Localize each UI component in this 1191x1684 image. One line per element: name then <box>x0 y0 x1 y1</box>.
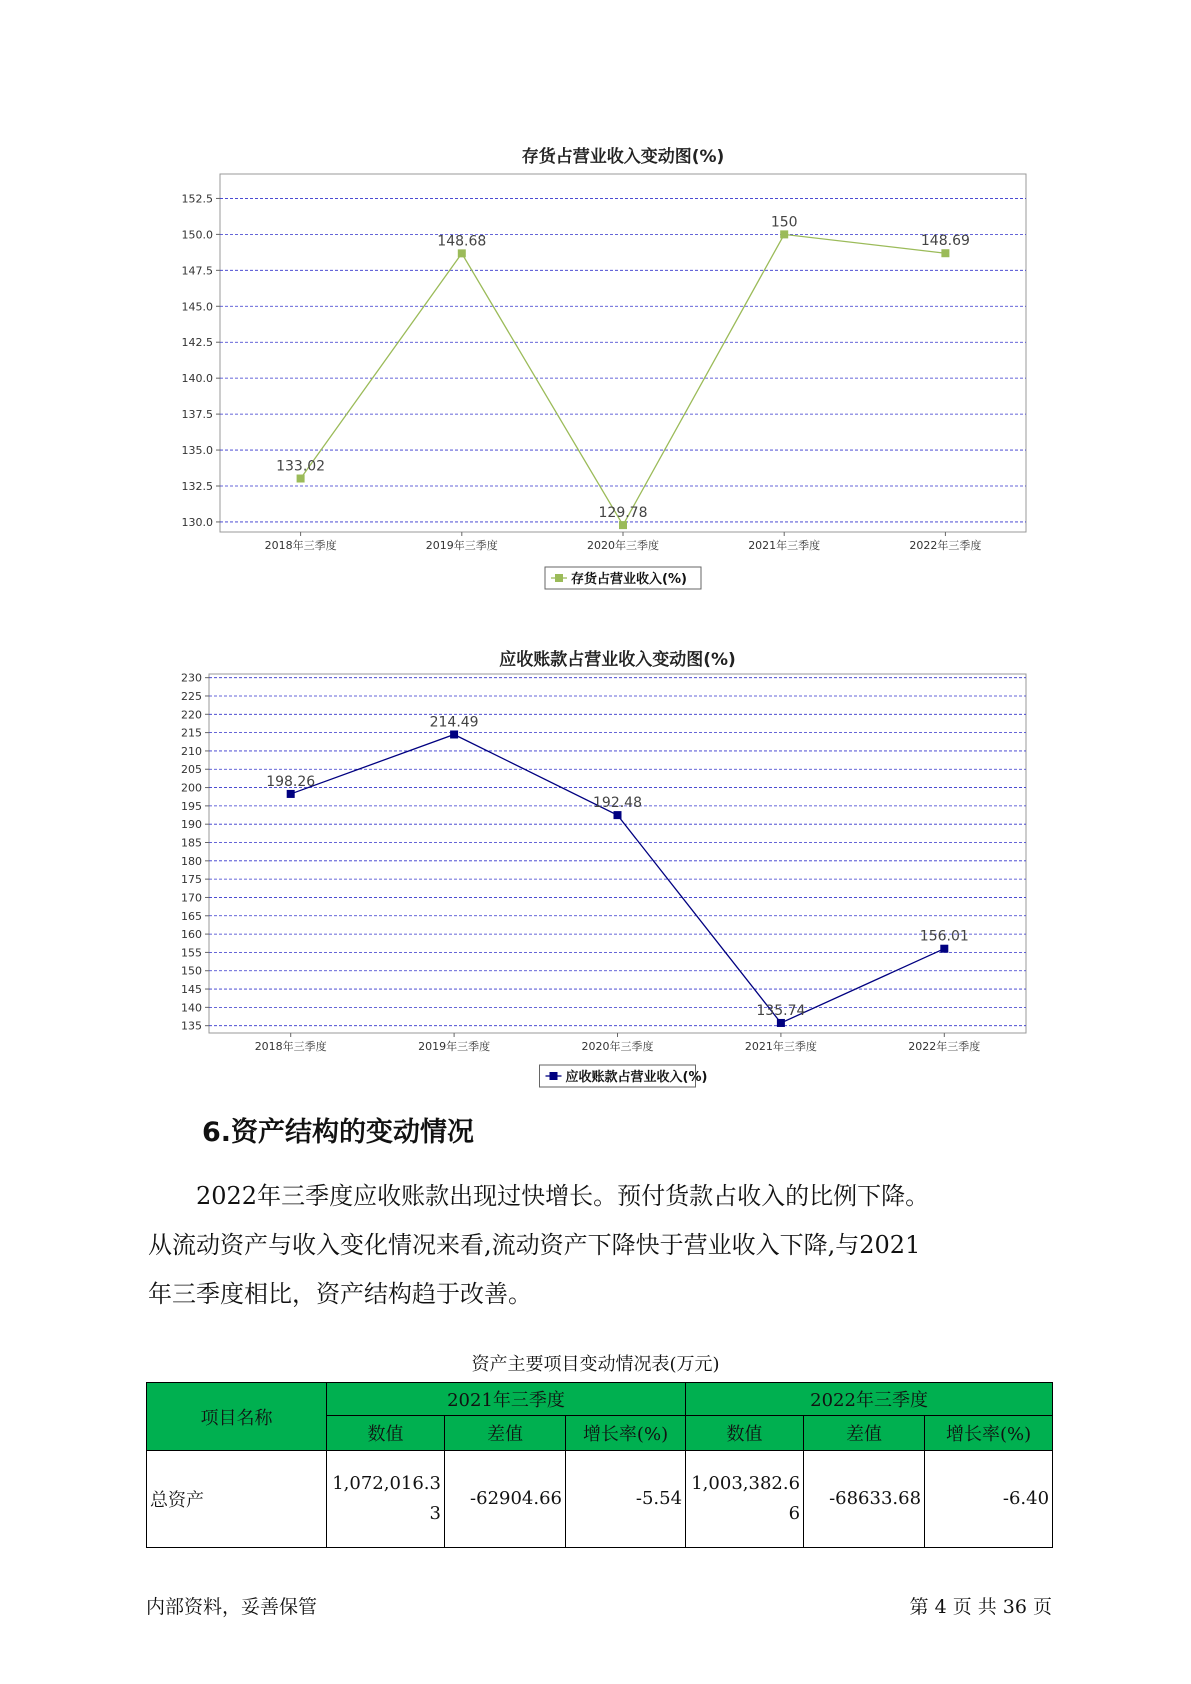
analysis-paragraph <box>148 1172 1058 1319</box>
data-point <box>780 230 788 238</box>
y-tick-label: 175 <box>181 873 202 887</box>
y-tick-label: 185 <box>181 836 202 850</box>
y-tick-label: 180 <box>181 854 202 868</box>
x-tick-label: 2019年三季度 <box>418 1040 491 1053</box>
data-label: 148.69 <box>920 233 970 250</box>
row-value-2022: 1,003,382.66 <box>686 1451 804 1548</box>
paragraph-line-3: 年三季度相比，资产结构趋于改善。 <box>148 1280 532 1308</box>
header-item-name: 项目名称 <box>147 1383 327 1451</box>
y-tick-label: 152.5 <box>181 192 213 206</box>
header-diff-2022: 差值 <box>804 1416 925 1451</box>
x-tick-label: 2019年三季度 <box>425 539 498 552</box>
data-point <box>458 249 466 257</box>
row-diff-2021: -62904.66 <box>445 1451 566 1548</box>
header-group-2021: 2021年三季度 <box>327 1383 686 1416</box>
y-tick-label: 190 <box>181 818 202 832</box>
y-tick-label: 135 <box>181 1019 202 1033</box>
header-value-2022: 数值 <box>686 1416 804 1451</box>
header-diff-2021: 差值 <box>445 1416 566 1451</box>
y-tick-label: 195 <box>181 799 202 813</box>
row-value-2021: 1,072,016.33 <box>327 1451 445 1548</box>
data-point <box>941 249 949 257</box>
data-point <box>940 945 948 953</box>
row-rate-2022: -6.40 <box>925 1451 1053 1548</box>
x-tick-label: 2020年三季度 <box>587 539 659 552</box>
footer-page-number: 第 4 页 共 36 页 <box>909 1596 1052 1618</box>
data-point <box>297 475 305 483</box>
y-tick-label: 160 <box>181 928 202 942</box>
row-name: 总资产 <box>147 1451 327 1548</box>
plot-area <box>220 174 1026 532</box>
y-tick-label: 210 <box>181 744 202 758</box>
header-rate-2021: 增长率(%) <box>566 1416 686 1451</box>
paragraph-line-2: 从流动资产与收入变化情况来看,流动资产下降快于营业收入下降,与2021 <box>148 1231 921 1259</box>
y-tick-label: 225 <box>181 689 202 703</box>
x-tick-label: 2022年三季度 <box>908 1040 981 1053</box>
receivables-ratio-chart <box>0 640 1191 1100</box>
data-label: 214.49 <box>429 714 479 731</box>
chart-title: 应收账款占营业收入变动图(%) <box>499 650 736 670</box>
legend-label: 存货占营业收入(%) <box>571 572 687 587</box>
y-tick-label: 135.0 <box>181 444 213 458</box>
data-label: 148.68 <box>437 233 487 250</box>
x-tick-label: 2021年三季度 <box>748 539 821 552</box>
plot-area <box>209 674 1026 1033</box>
y-tick-label: 205 <box>181 763 202 777</box>
data-label: 192.48 <box>593 795 642 812</box>
data-label: 135.74 <box>756 1002 806 1019</box>
y-tick-label: 215 <box>181 726 202 740</box>
row-diff-2022: -68633.68 <box>804 1451 925 1548</box>
data-label: 198.26 <box>266 773 316 790</box>
data-point <box>614 811 622 819</box>
x-tick-label: 2018年三季度 <box>264 539 337 552</box>
y-tick-label: 137.5 <box>181 408 213 422</box>
legend-label: 应收账款占营业收入(%) <box>565 1070 708 1085</box>
data-label: 156.01 <box>919 928 969 945</box>
y-tick-label: 130.0 <box>181 515 213 529</box>
y-tick-label: 142.5 <box>181 336 213 350</box>
data-point <box>450 730 458 738</box>
legend <box>540 1065 708 1087</box>
y-tick-label: 170 <box>181 891 202 905</box>
y-tick-label: 145 <box>181 983 202 997</box>
legend-swatch-marker <box>555 574 563 582</box>
x-tick-label: 2021年三季度 <box>744 1040 817 1053</box>
y-tick-label: 230 <box>181 671 202 685</box>
legend <box>545 567 701 589</box>
y-tick-label: 200 <box>181 781 202 795</box>
data-point <box>287 790 295 798</box>
y-tick-label: 165 <box>181 909 202 923</box>
data-point <box>619 521 627 529</box>
asset-change-table <box>146 1382 1053 1548</box>
y-tick-label: 132.5 <box>181 479 213 493</box>
y-tick-label: 155 <box>181 946 202 960</box>
y-tick-label: 147.5 <box>181 264 213 278</box>
y-tick-label: 150 <box>181 964 202 978</box>
y-tick-label: 150.0 <box>181 228 213 242</box>
data-point <box>777 1019 785 1027</box>
chart-title: 存货占营业收入变动图(%) <box>521 147 725 167</box>
table-row <box>147 1451 1053 1548</box>
y-tick-label: 220 <box>181 708 202 722</box>
y-tick-label: 145.0 <box>181 300 213 314</box>
y-tick-label: 140 <box>181 1001 202 1015</box>
table-caption: 资产主要项目变动情况表(万元) <box>471 1354 720 1375</box>
x-tick-label: 2018年三季度 <box>254 1040 327 1053</box>
data-label: 129.78 <box>598 505 648 522</box>
x-tick-label: 2022年三季度 <box>909 539 982 552</box>
header-value-2021: 数值 <box>327 1416 445 1451</box>
legend-swatch-marker <box>550 1072 558 1080</box>
paragraph-line-1: 2022年三季度应收账款出现过快增长。预付货款占收入的比例下降。 <box>196 1182 930 1210</box>
row-rate-2021: -5.54 <box>566 1451 686 1548</box>
data-label: 133.02 <box>276 458 326 475</box>
x-tick-label: 2020年三季度 <box>581 1040 654 1053</box>
section-title: 6.资产结构的变动情况 <box>202 1117 475 1148</box>
data-label: 150 <box>770 214 798 231</box>
header-rate-2022: 增长率(%) <box>925 1416 1053 1451</box>
header-group-2022: 2022年三季度 <box>686 1383 1053 1416</box>
y-tick-label: 140.0 <box>181 372 213 386</box>
footer-confidential: 内部资料，妥善保管 <box>146 1596 318 1618</box>
inventory-ratio-chart <box>0 130 1191 600</box>
